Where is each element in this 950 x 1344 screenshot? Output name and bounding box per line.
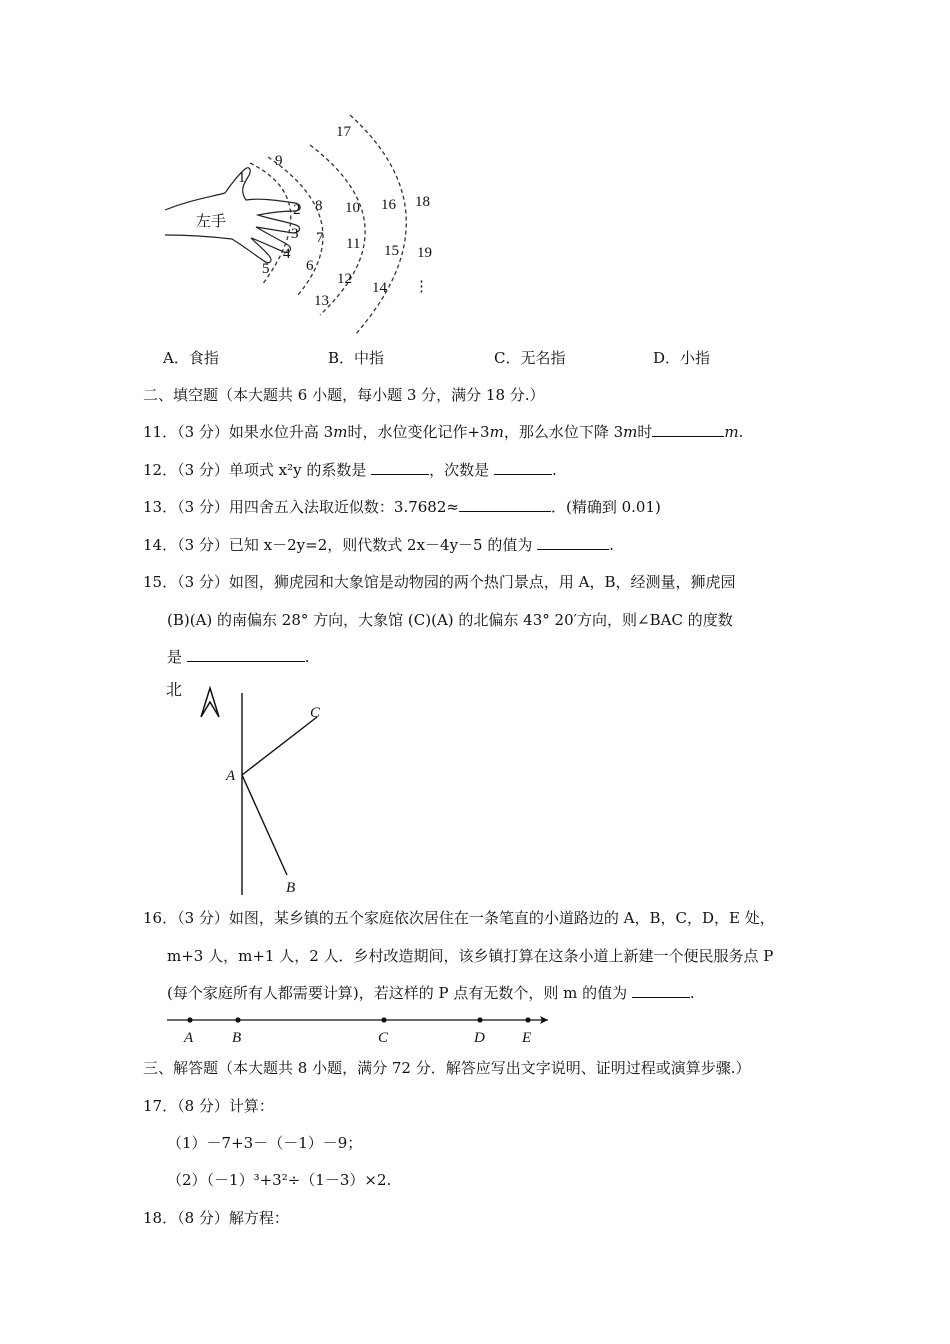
point-a [187,1017,192,1022]
fig-num-13: 13 [314,293,329,309]
question-15-line-3: 是 . [167,648,310,666]
label-point-a: A [184,1030,194,1046]
fig-num-5: 5 [262,261,270,277]
fig-num-2: 2 [293,202,301,218]
fig-num-16: 16 [381,197,396,213]
question-16-line-1: 16．（3 分）如图，某乡镇的五个家庭依次居住在一条笔直的小道路边的 A，B，C，D，E 处， [143,909,775,927]
option-a: A．食指 [163,349,219,367]
fig-num-4: 4 [283,246,291,262]
label-point-c: C [378,1030,389,1046]
question-14: 14．（3 分）已知 x－2y=2，则代数式 2x－4y－5 的值为 . [143,536,614,554]
fig-num-15: 15 [384,243,399,259]
question-17-title: 17．（8 分）计算： [143,1097,274,1115]
point-d [477,1017,482,1022]
compass-figure [160,675,360,900]
fig-num-3: 3 [291,226,299,242]
fig-num-6: 6 [306,258,314,274]
fig-num-12: 12 [337,271,352,287]
point-b [235,1017,240,1022]
section-2-title: 二、填空题（本大题共 6 小题，每小题 3 分，满分 18 分.） [143,386,545,404]
north-label: 北 [166,682,183,699]
question-17-part-2: （2）（－1）³+3²÷（1－3）×2. [167,1171,392,1189]
label-point-e: E [522,1030,532,1046]
label-point-b: B [232,1030,242,1046]
question-16-line-3: (每个家庭所有人都需要计算)，若这样的 P 点有无数个，则 m 的值为 . [167,984,695,1002]
question-15-line-1: 15．（3 分）如图，狮虎园和大象馆是动物园的两个热门景点，用 A，B，经测量，狮虎园 [143,573,736,591]
fig-num-1: 1 [238,170,246,186]
label-c: C [310,705,321,721]
fig-num-7: 7 [316,230,324,246]
fig-num-11: 11 [346,236,361,252]
option-d: D．小指 [653,349,711,367]
option-b: B．中指 [328,349,385,367]
number-line-figure [160,1010,560,1050]
question-18-title: 18．（8 分）解方程： [143,1209,289,1227]
option-c: C．无名指 [494,349,566,367]
fig-num-14: 14 [372,280,387,296]
point-e [525,1017,530,1022]
fig-num-17: 17 [336,124,351,140]
fig-num-18: 18 [415,194,430,210]
question-12: 12．（3 分）单项式 x²y 的系数是 ，次数是 . [143,461,557,479]
fig-num-dots: ⋮ [414,279,429,295]
question-11: 11．（3 分）如果水位升高 3m时，水位变化记作+3m，那么水位下降 3m时 m. [143,423,744,441]
section-3-title: 三、解答题（本大题共 8 小题，满分 72 分．解答应写出文字说明、证明过程或演算步骤.） [143,1059,751,1077]
question-17-part-1: （1）－7+3－（－1）－9； [167,1134,363,1152]
fig-num-19: 19 [417,245,432,261]
question-16-line-2: m+3 人，m+1 人，2 人．乡村改造期间，该乡镇打算在这条小道上新建一个便民服务点 P [167,947,774,965]
fig-num-10: 10 [345,200,360,216]
hand-figure [150,105,450,340]
fig-num-9: 9 [275,153,283,169]
question-15-line-2: (B)(A) 的南偏东 28° 方向，大象馆 (C)(A) 的北偏东 43° 20′方向，则∠BAC 的度数 [167,611,733,629]
label-point-d: D [474,1030,485,1046]
hand-label: 左手 [196,214,227,230]
fig-num-8: 8 [315,198,323,214]
label-b: B [286,880,296,896]
point-c [381,1017,386,1022]
question-13: 13．（3 分）用四舍五入法取近似数：3.7682≈ ．(精确到 0.01) [143,498,661,516]
label-a: A [226,768,236,784]
north-arrow-icon [201,688,219,717]
